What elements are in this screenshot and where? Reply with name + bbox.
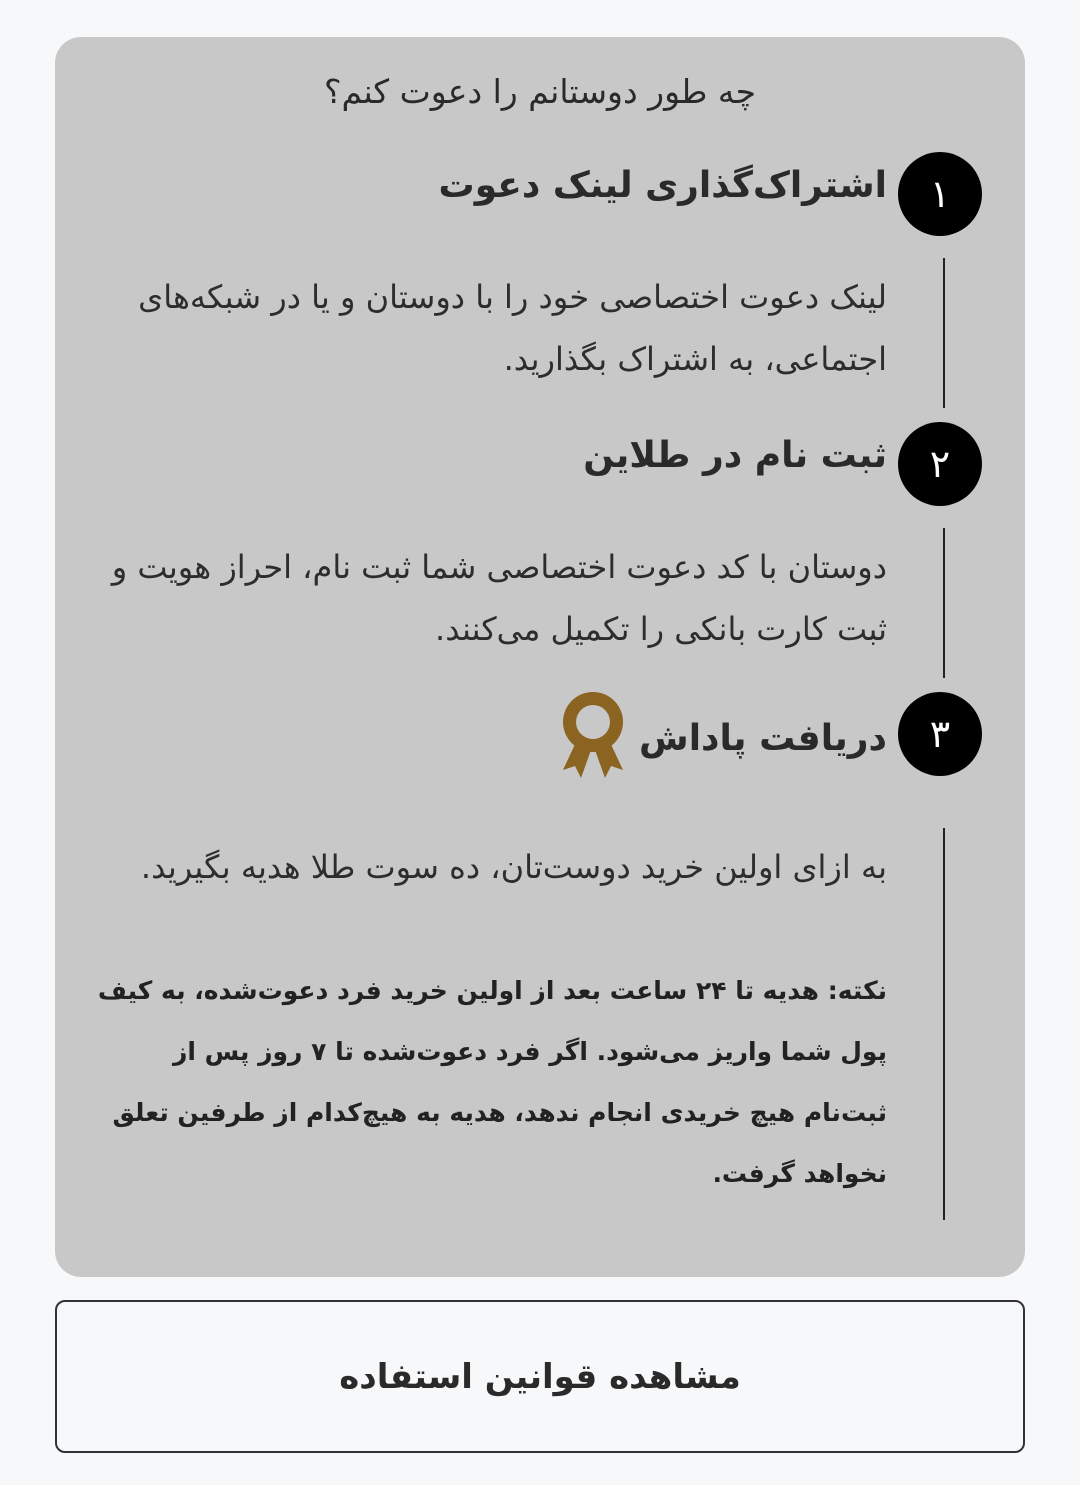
step-connector-2: [943, 528, 945, 678]
step-description-2: دوستان با کد دعوت اختصاصی شما ثبت نام، احراز هویت و ثبت کارت بانکی را تکمیل می‌کنند.: [111, 548, 887, 648]
step-title-1: [439, 165, 887, 206]
step-description-3: به ازای اولین خرید دوست‌تان، ده سوت طلا هدیه بگیرید.: [140, 848, 887, 886]
step-number-3: ۳: [898, 692, 982, 776]
step-connector-1: [943, 258, 945, 408]
step-number-1: ۱: [898, 152, 982, 236]
step-connector-3: [943, 828, 945, 1220]
step-title-3: [557, 688, 887, 789]
guide-title: چه طور دوستانم را دعوت کنم؟: [324, 72, 756, 111]
reward-note: نکته: هدیه تا ۲۴ ساعت بعد از اولین خرید فرد دعوت‌شده، به کیف پول شما واریز می‌شود. اگر فرد دعوت‌شده تا ۷ روز پس از ثبت‌نام هیچ خریدی انجام ندهد، هدیه به هیچ‌کدام از طرفین تعلق نخواهد گرفت.: [97, 976, 887, 1188]
step-number-2: ۲: [898, 422, 982, 506]
step-title-text: اشتراک‌گذاری لینک دعوت: [438, 165, 887, 206]
view-terms-button[interactable]: مشاهده قوانین استفاده: [55, 1300, 1025, 1453]
award-ribbon-icon: [557, 688, 629, 789]
step-title-text: ثبت نام در طلاین: [583, 435, 887, 476]
step-title-2: [583, 435, 887, 476]
step-title-text: دریافت پاداش: [639, 718, 887, 759]
step-description-1: لینک دعوت اختصاصی خود را با دوستان و یا در شبکه‌های اجتماعی، به اشتراک بگذارید.: [138, 278, 887, 378]
